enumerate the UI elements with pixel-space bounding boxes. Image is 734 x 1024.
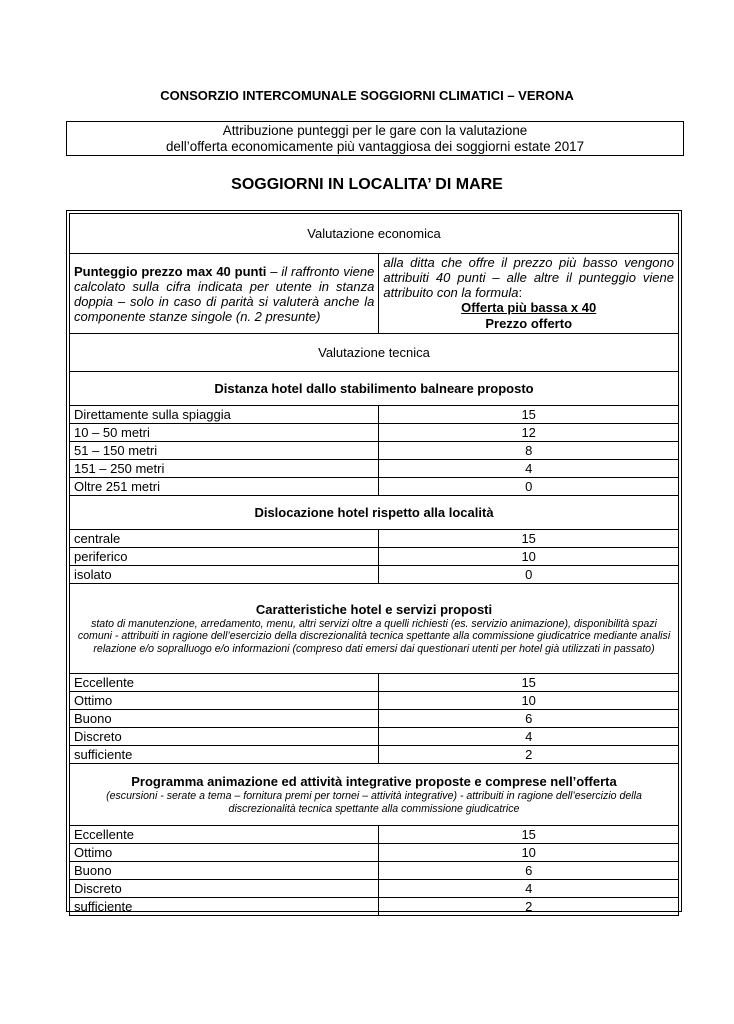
distance-row bbox=[70, 460, 679, 478]
distance-title: Distanza hotel dallo stabilimento balneare proposto bbox=[70, 372, 679, 406]
location-label: isolato bbox=[70, 566, 379, 584]
program-label: Ottimo bbox=[70, 844, 379, 862]
price-criteria bbox=[70, 254, 379, 334]
distance-label: Direttamente sulla spiaggia bbox=[70, 406, 379, 424]
program-label: Eccellente bbox=[70, 826, 379, 844]
features-row bbox=[70, 674, 679, 692]
subtitle-line-2: dell’offerta economicamente più vantaggiosa dei soggiorni estate 2017 bbox=[165, 139, 585, 154]
formula-description: alla ditta che offre il prezzo più basso vengono attribuiti 40 punti – alle altre il punteggio viene attribuito con la formula bbox=[383, 255, 674, 300]
subtitle-box bbox=[66, 121, 684, 156]
distance-row bbox=[70, 424, 679, 442]
features-label: sufficiente bbox=[70, 746, 379, 764]
distance-row bbox=[70, 478, 679, 496]
location-points: 10 bbox=[379, 548, 679, 566]
location-points: 0 bbox=[379, 566, 679, 584]
location-row bbox=[70, 566, 679, 584]
location-row bbox=[70, 530, 679, 548]
program-row bbox=[70, 844, 679, 862]
location-row bbox=[70, 548, 679, 566]
economic-title: Valutazione economica bbox=[70, 214, 679, 254]
location-label: periferico bbox=[70, 548, 379, 566]
program-points: 2 bbox=[379, 898, 679, 916]
features-header bbox=[70, 584, 679, 674]
location-points: 15 bbox=[379, 530, 679, 548]
program-label: sufficiente bbox=[70, 898, 379, 916]
scoring-table bbox=[69, 213, 679, 916]
features-label: Ottimo bbox=[70, 692, 379, 710]
organization-title: CONSORZIO INTERCOMUNALE SOGGIORNI CLIMATICI – VERONA bbox=[160, 88, 574, 103]
distance-label: 10 – 50 metri bbox=[70, 424, 379, 442]
section-title: SOGGIORNI IN LOCALITA’ DI MARE bbox=[231, 176, 503, 193]
price-description: – il raffronto viene calcolato sulla cifra indicata per utente in stanza doppia – solo in caso di parità si valuterà anche la componente stanze singole (n. 2 presunte) bbox=[74, 263, 375, 324]
program-points: 15 bbox=[379, 826, 679, 844]
features-points: 6 bbox=[379, 710, 679, 728]
program-points: 6 bbox=[379, 862, 679, 880]
price-label: Punteggio prezzo max 40 punti bbox=[74, 263, 267, 279]
features-points: 15 bbox=[379, 674, 679, 692]
features-row bbox=[70, 746, 679, 764]
location-label: centrale bbox=[70, 530, 379, 548]
program-title: Programma animazione ed attività integrative proposte e comprese nell’offerta bbox=[131, 774, 617, 789]
program-row bbox=[70, 898, 679, 916]
features-label: Eccellente bbox=[70, 674, 379, 692]
features-label: Discreto bbox=[70, 728, 379, 746]
location-rows bbox=[70, 530, 679, 584]
features-row bbox=[70, 692, 679, 710]
features-row bbox=[70, 728, 679, 746]
formula-colon: : bbox=[518, 285, 523, 300]
program-points: 4 bbox=[379, 880, 679, 898]
features-description: stato di manutenzione, arredamento, menu, altri servizi oltre a quelli richiesti (es. servizio animazione), disponibilità spazi comuni - attribuiti in ragione dell’esercizio della discrezionalità tecnica spettante alla commissione giudicatrice mediante analisi relazione e/o sopralluogo e/o informazioni (compreso dati emersi dai questionari utenti per hotel già utilizzati in passato) bbox=[77, 617, 671, 655]
program-label: Discreto bbox=[70, 880, 379, 898]
formula-denominator: Prezzo offerto bbox=[485, 316, 573, 331]
program-points: 10 bbox=[379, 844, 679, 862]
distance-rows bbox=[70, 406, 679, 496]
features-title: Caratteristiche hotel e servizi proposti bbox=[255, 601, 493, 617]
features-label: Buono bbox=[70, 710, 379, 728]
subtitle-line-1: Attribuzione punteggi per le gare con la valutazione bbox=[222, 123, 528, 138]
distance-label: Oltre 251 metri bbox=[70, 478, 379, 496]
features-row bbox=[70, 710, 679, 728]
program-row bbox=[70, 862, 679, 880]
program-label: Buono bbox=[70, 862, 379, 880]
program-row bbox=[70, 880, 679, 898]
features-points: 4 bbox=[379, 728, 679, 746]
distance-points: 8 bbox=[379, 442, 679, 460]
program-description: (escursioni - serate a tema – fornitura premi per tornei – attività integrative) - attribuiti in ragione dell’esercizio della discrezionalità tecnica spettante alla commissione giudicatrice bbox=[106, 790, 642, 815]
location-title: Dislocazione hotel rispetto alla località bbox=[70, 496, 679, 530]
distance-points: 12 bbox=[379, 424, 679, 442]
price-formula bbox=[383, 300, 674, 332]
scoring-table-frame bbox=[66, 210, 682, 912]
features-rows bbox=[70, 674, 679, 764]
distance-points: 0 bbox=[379, 478, 679, 496]
distance-label: 51 – 150 metri bbox=[70, 442, 379, 460]
program-header bbox=[70, 764, 679, 826]
program-row bbox=[70, 826, 679, 844]
technical-title: Valutazione tecnica bbox=[70, 334, 679, 372]
distance-points: 15 bbox=[379, 406, 679, 424]
features-points: 2 bbox=[379, 746, 679, 764]
price-formula-cell bbox=[379, 254, 679, 334]
formula-numerator: Offerta più bassa x 40 bbox=[461, 300, 597, 315]
distance-row bbox=[70, 406, 679, 424]
distance-label: 151 – 250 metri bbox=[70, 460, 379, 478]
distance-points: 4 bbox=[379, 460, 679, 478]
features-points: 10 bbox=[379, 692, 679, 710]
program-rows bbox=[70, 826, 679, 916]
distance-row bbox=[70, 442, 679, 460]
